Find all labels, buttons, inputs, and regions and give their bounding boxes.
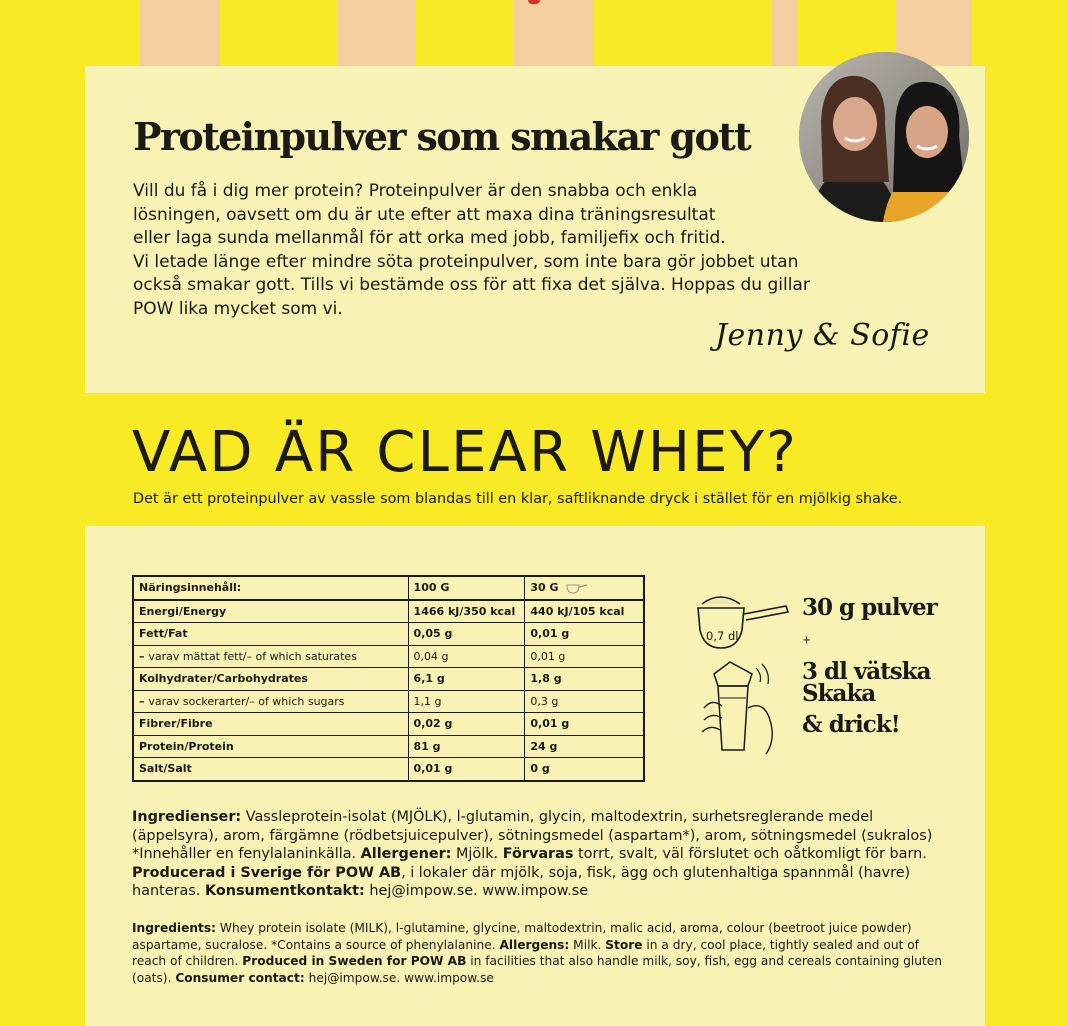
nutrition-row-per100: 81 g xyxy=(408,735,525,758)
ingredients-text: Vassleprotein-isolat (MJÖLK), l-glutamin, glycin, maltodextrin, surhetsreglerande medel (äppelsyra), arom, färgämne (rödbetsjuicepulver), sötningsmedel (aspartam*), arom, sötningsmedel (sukralos) *Innehåller en fenylalaninkälla. xyxy=(132,809,933,862)
preparation-instructions xyxy=(690,590,950,770)
founders-photo xyxy=(799,52,969,222)
nutrition-row-label-text: Protein/Protein xyxy=(139,739,234,753)
nutrition-row-label xyxy=(133,758,408,781)
intro-panel xyxy=(85,66,985,393)
nutrition-row-per100: 6,1 g xyxy=(408,668,525,691)
produced-label: Produced in Sweden for POW AB xyxy=(242,954,467,968)
nutrition-row-label-text: Salt/Salt xyxy=(139,762,192,776)
ingredients-label: Ingredients: xyxy=(132,921,217,935)
nutrition-row-label-text: varav sockerarter/– of which sugars xyxy=(148,694,345,708)
clear-whey-heading: VAD ÄR CLEAR WHEY? xyxy=(132,420,799,485)
nutrition-row-per100: 0,02 g xyxy=(408,713,525,736)
nutrition-row-label xyxy=(133,668,408,691)
ingredients-text: Whey protein isolate (MILK), l-glutamine, glycine, maltodextrin, malic acid, aroma, colour (beetroot juice powder) aspartame, sucralose. *Contains a source of phenylalanine. xyxy=(132,921,912,952)
step-one-line-two: 3 dl vätska xyxy=(802,657,931,685)
founders-signature: Jenny & Sofie xyxy=(715,318,930,353)
nutrition-row-label xyxy=(133,600,408,623)
nutrition-header-row xyxy=(133,576,644,600)
background-stripe xyxy=(772,0,798,66)
nutrition-row xyxy=(133,690,644,713)
nutrition-header-per30 xyxy=(525,576,644,600)
nutrition-row-per100: 0,01 g xyxy=(408,758,525,781)
nutrition-row-label xyxy=(133,735,408,758)
storage-label: Förvaras xyxy=(502,846,574,862)
clear-whey-subheading: Det är ett proteinpulver av vassle som blandas till en klar, saftliknande dryck i stället för en mjölkig shake. xyxy=(133,491,903,507)
nutrition-row-per100: 1,1 g xyxy=(408,690,525,713)
nutrition-row xyxy=(133,713,644,736)
produced-text: in facilities that also handle milk, soy, fish, egg and cereals containing gluten (oats). xyxy=(132,954,943,985)
nutrition-row-label-text: varav mättat fett/– of which saturates xyxy=(148,649,357,663)
scoop-icon xyxy=(565,582,589,594)
storage-text: in a dry, cool place, tightly sealed and out of reach of children. xyxy=(132,937,919,968)
nutrition-row-per30: 0 g xyxy=(525,758,644,781)
background-stripe xyxy=(514,0,594,66)
produced-label: Producerad i Sverige för POW AB xyxy=(132,864,402,881)
nutrition-row-per30: 0,01 g xyxy=(525,645,644,668)
allergens-label: Allergener: xyxy=(360,846,452,862)
nutrition-row xyxy=(133,668,644,691)
nutrition-row-per100: 0,04 g xyxy=(408,645,525,668)
nutrition-header-label: Näringsinnehåll: xyxy=(133,576,408,600)
storage-label: Store xyxy=(605,937,643,952)
step-one-line-one: 30 g pulver xyxy=(802,594,937,621)
contact-text: hej@impow.se. www.impow.se xyxy=(364,883,589,899)
nutrition-row-label-text: Kolhydrater/Carbohydrates xyxy=(139,672,308,686)
nutrition-row-per30: 1,8 g xyxy=(525,668,644,691)
nutrition-row-label-text: Energi/Energy xyxy=(139,604,227,618)
step-two-line-one: Skaka xyxy=(802,680,876,707)
scoop-label: 0,7 dl xyxy=(706,629,739,643)
nutrition-row-label-text: Fett/Fat xyxy=(139,627,188,641)
ingredients-english xyxy=(132,920,947,986)
background-stripe xyxy=(338,0,416,66)
step-one-text xyxy=(802,592,950,687)
scoop-and-shaker-icon xyxy=(690,590,800,770)
contact-label: Konsumentkontakt: xyxy=(204,883,365,899)
founders-photo-image xyxy=(799,52,969,222)
nutrition-row-label-text: Fibrer/Fibre xyxy=(139,717,213,731)
nutrition-row-label xyxy=(133,690,408,713)
produced-text: , i lokaler där mjölk, soja, fisk, ägg och glutenhaltiga spannmål (havre) hanteras. xyxy=(132,864,911,899)
nutrition-row xyxy=(133,600,644,623)
nutrition-row xyxy=(133,735,644,758)
nutrition-row xyxy=(133,645,644,668)
nutrition-row-label xyxy=(133,623,408,646)
nutrition-row-label xyxy=(133,713,408,736)
allergens-text: Milk. xyxy=(569,937,606,952)
ingredients-swedish xyxy=(132,808,947,901)
step-two-line-two: & drick! xyxy=(802,711,900,738)
contact-label: Consumer contact: xyxy=(175,970,305,985)
nutrition-row xyxy=(133,623,644,646)
nutrition-row-per100: 1466 kJ/350 kcal xyxy=(408,600,525,623)
nutrition-header-per100: 100 G xyxy=(408,576,525,600)
nutrition-row-per30: 24 g xyxy=(525,735,644,758)
nutrition-table xyxy=(132,575,645,782)
nutrition-row xyxy=(133,758,644,781)
nutrition-row-per30: 0,3 g xyxy=(525,690,644,713)
nutrition-row-per100: 0,05 g xyxy=(408,623,525,646)
allergens-text: Mjölk. xyxy=(451,846,503,862)
plus-sign: + xyxy=(802,633,811,647)
storage-text: torrt, svalt, väl förslutet och oåtkomligt för barn. xyxy=(573,846,927,862)
allergens-label: Allergens: xyxy=(499,937,570,952)
sub-item-dash: – xyxy=(139,694,149,708)
ingredients-label: Ingredienser: xyxy=(132,809,242,825)
intro-body: Vill du få i dig mer protein? Proteinpulver är den snabba och enkla lösningen, oavsett om du är ute efter att maxa dina träningsresultat eller laga sunda mellanmål för att orka med jobb, familjefix och fritid. Vi letade länge efter mindre söta proteinpulver, som inte bara gör jobbet utan också smakar gott. Tills vi bestämde oss för att fixa det själva. Hoppas du gillar POW lika mycket som vi. xyxy=(133,181,810,319)
contact-text: hej@impow.se. www.impow.se xyxy=(304,970,494,985)
sub-item-dash: – xyxy=(139,649,149,663)
nutrition-header-per30-text: 30 G xyxy=(530,581,559,595)
nutrition-row-per30: 440 kJ/105 kcal xyxy=(525,600,644,623)
background-stripe xyxy=(140,0,220,66)
step-two-text xyxy=(802,678,900,740)
intro-title: Proteinpulver som smakar gott xyxy=(133,114,751,159)
nutrition-row-per30: 0,01 g xyxy=(525,623,644,646)
nutrition-row-per30: 0,01 g xyxy=(525,713,644,736)
nutrition-row-label xyxy=(133,645,408,668)
